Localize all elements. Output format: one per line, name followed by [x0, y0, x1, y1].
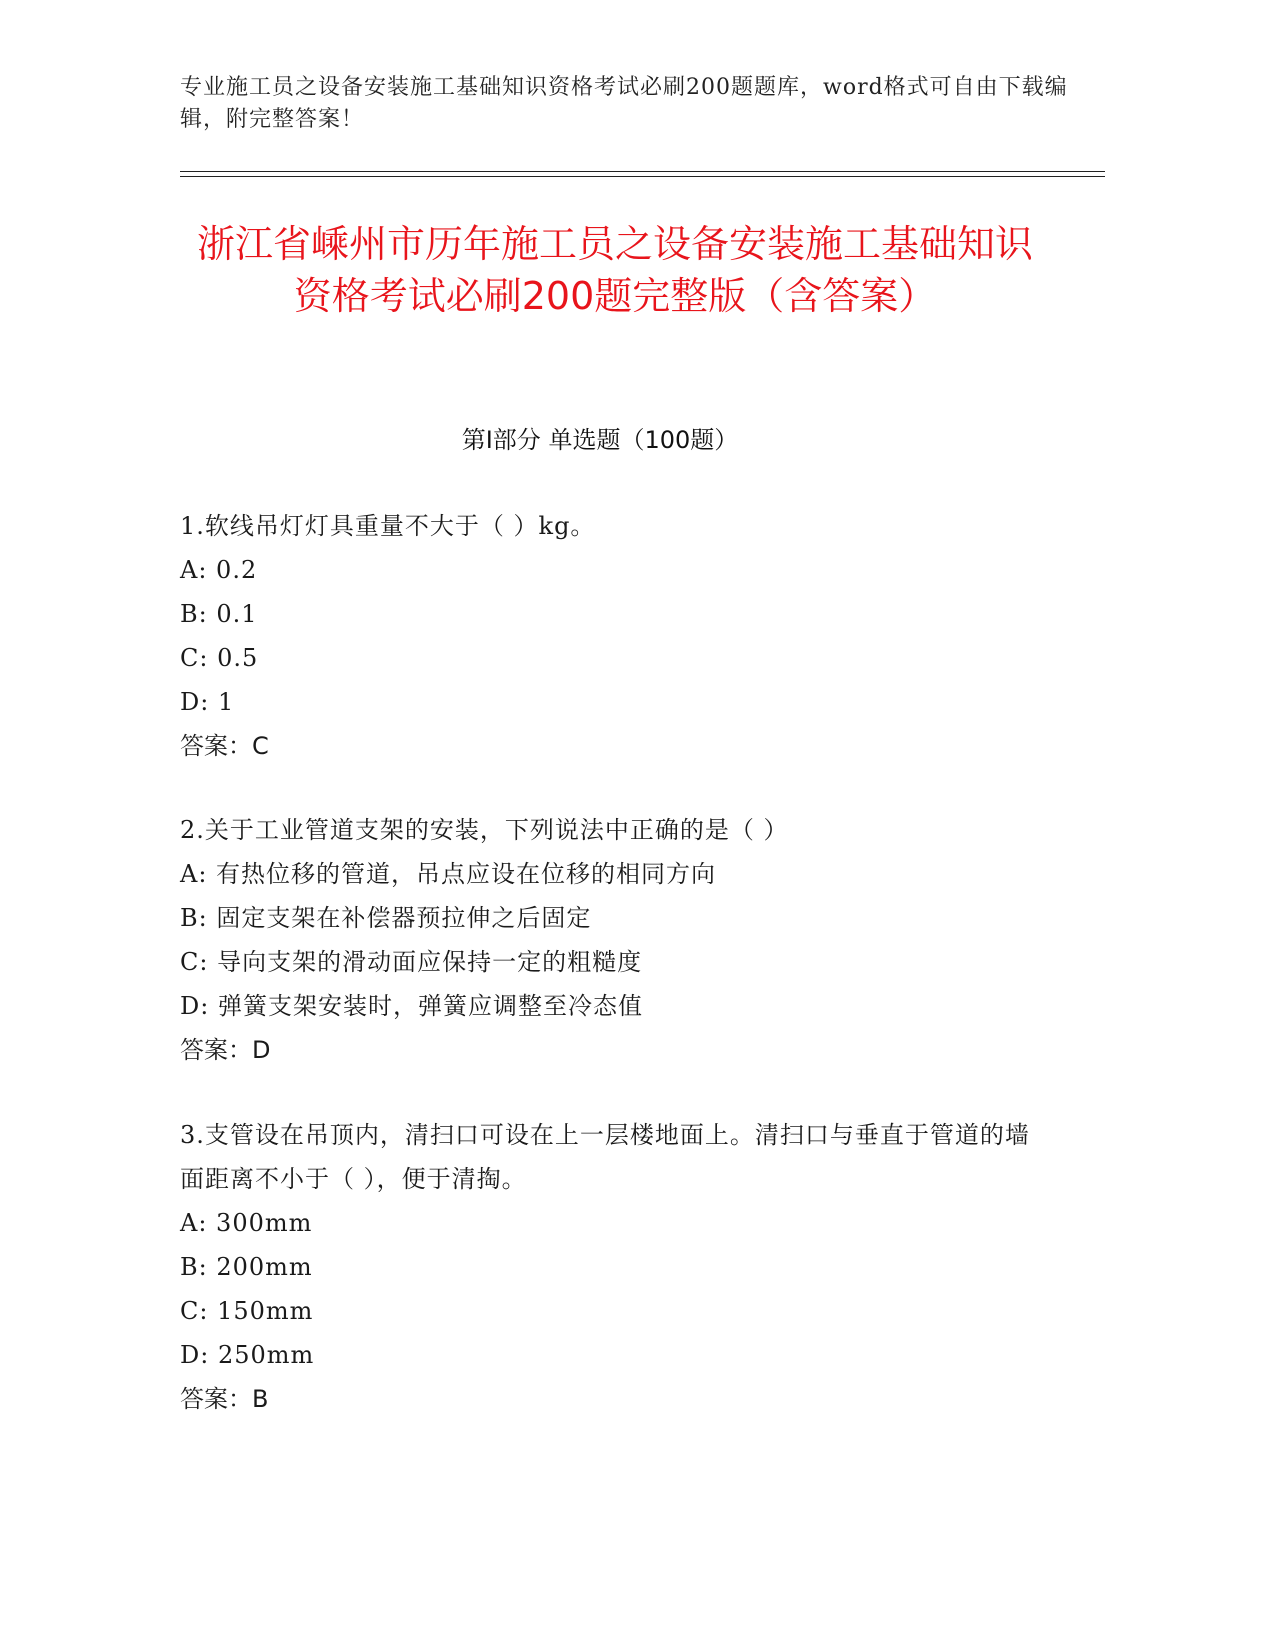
question-stem: 1.软线吊灯灯具重量不大于（ ）kg。 — [180, 512, 596, 540]
option-c: C: 150mm — [180, 1297, 314, 1325]
option-a: A: 有热位移的管道，吊点应设在位移的相同方向 — [180, 860, 717, 888]
header-rule-top — [180, 171, 1105, 172]
answer-line: 答案：C — [180, 732, 269, 760]
question-block — [180, 504, 1040, 768]
intro-text: 专业施工员之设备安装施工基础知识资格考试必刷200题题库，word格式可自由下载编辑，附完整答案！ — [180, 75, 1068, 132]
option-d: D: 弹簧支架安装时，弹簧应调整至冷态值 — [180, 992, 643, 1020]
answer-line: 答案：B — [180, 1385, 269, 1413]
option-d: D: 1 — [180, 688, 235, 716]
option-b: B: 200mm — [180, 1253, 313, 1281]
option-b: B: 0.1 — [180, 600, 258, 628]
option-b: B: 固定支架在补偿器预拉伸之后固定 — [180, 904, 592, 932]
question-stem: 2.关于工业管道支架的安装，下列说法中正确的是（ ） — [180, 816, 789, 844]
question-stem: 3.支管设在吊顶内，清扫口可设在上一层楼地面上。清扫口与垂直于管道的墙面距离不小于（ ），便于清掏。 — [180, 1121, 1030, 1193]
option-a: A: 0.2 — [180, 556, 258, 584]
section-heading: 第I部分 单选题（100题） — [461, 426, 739, 454]
question-block — [180, 1113, 1040, 1421]
option-c: C: 0.5 — [180, 644, 259, 672]
answer-line: 答案：D — [180, 1036, 271, 1064]
document-title: 浙江省嵊州市历年施工员之设备安装施工基础知识资格考试必刷200题完整版（含答案） — [196, 222, 1033, 318]
option-a: A: 300mm — [180, 1209, 313, 1237]
option-c: C: 导向支架的滑动面应保持一定的粗糙度 — [180, 948, 643, 976]
header-rule-bottom — [180, 176, 1105, 177]
question-block — [180, 808, 1040, 1072]
option-d: D: 250mm — [180, 1341, 315, 1369]
